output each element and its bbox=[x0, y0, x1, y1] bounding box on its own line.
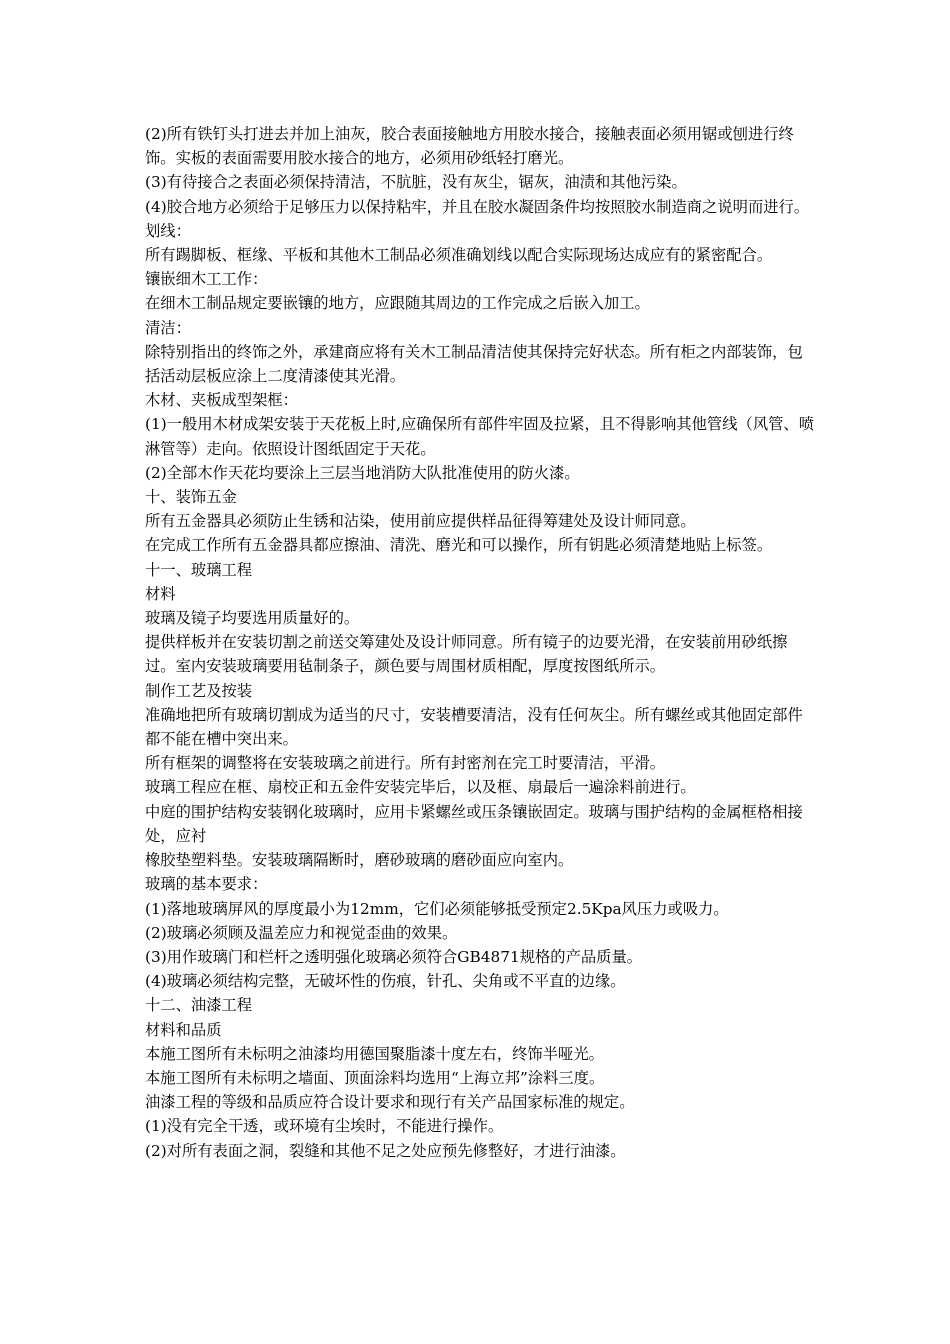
paragraph: 在细木工制品规定要嵌镶的地方，应跟随其周边的工作完成之后嵌入加工。 bbox=[145, 294, 650, 313]
section-heading: 玻璃的基本要求： bbox=[145, 875, 268, 894]
section-heading: 清洁： bbox=[145, 318, 191, 337]
chapter-heading: 十一、玻璃工程 bbox=[145, 560, 253, 579]
paragraph: 中庭的围护结构安装钢化玻璃时，应用卡紧螺丝或压条镶嵌固定。玻璃与围护结构的金属框格相接处，应衬 bbox=[145, 802, 803, 845]
paragraph: (2)玻璃必须顾及温差应力和视觉歪曲的效果。 bbox=[145, 923, 458, 942]
chapter-heading: 十二、油漆工程 bbox=[145, 996, 253, 1015]
paragraph: (2)全部木作天花均要涂上三层当地消防大队批准使用的防火漆。 bbox=[145, 463, 580, 482]
paragraph: (1)没有完全干透，或环境有尘埃时，不能进行操作。 bbox=[145, 1117, 504, 1136]
section-heading: 材料和品质 bbox=[145, 1020, 222, 1039]
paragraph: (2)对所有表面之洞，裂缝和其他不足之处应预先修整好，才进行油漆。 bbox=[145, 1141, 626, 1160]
section-heading: 木材、夹板成型架框： bbox=[145, 391, 298, 410]
paragraph: (2)所有铁钉头打进去并加上油灰，胶合表面接触地方用胶水接合，接触表面必须用锯或刨进行终饰。实板的表面需要用胶水接合的地方，必须用砂纸轻打磨光。 bbox=[145, 125, 794, 168]
paragraph: (1)一般用木材成架安装于天花板上时,应确保所有部件牢固及拉紧，且不得影响其他管线（风管、喷淋管等）走向。依照设计图纸固定于天花。 bbox=[145, 415, 815, 458]
paragraph: 所有踢脚板、框缘、平板和其他木工制品必须准确划线以配合实际现场达成应有的紧密配合。 bbox=[145, 246, 773, 265]
paragraph: 除特别指出的终饰之外，承建商应将有关木工制品清洁使其保持完好状态。所有柜之内部装饰，包括活动层板应涂上二度清漆使其光滑。 bbox=[145, 342, 803, 386]
paragraph: 所有框架的调整将在安装玻璃之前进行。所有封密剂在完工时要清洁，平滑。 bbox=[145, 754, 666, 773]
paragraph: (3)用作玻璃门和栏杆之透明强化玻璃必须符合GB4871规格的产品质量。 bbox=[145, 947, 643, 966]
paragraph: 橡胶垫塑料垫。安装玻璃隔断时，磨砂玻璃的磨砂面应向室内。 bbox=[145, 851, 574, 870]
paragraph: 本施工图所有未标明之墙面、顶面涂料均选用“上海立邦”涂料三度。 bbox=[145, 1068, 605, 1087]
paragraph: (4)玻璃必须结构完整，无破坏性的伤痕，针孔、尖角或不平直的边缘。 bbox=[145, 972, 626, 991]
chapter-heading: 十、装饰五金 bbox=[145, 488, 237, 507]
section-heading: 制作工艺及按装 bbox=[145, 681, 253, 700]
paragraph: 玻璃工程应在框、扇校正和五金件安装完毕后，以及框、扇最后一遍涂料前进行。 bbox=[145, 778, 696, 797]
paragraph: 玻璃及镜子均要选用质量好的。 bbox=[145, 609, 360, 628]
paragraph: 准确地把所有玻璃切割成为适当的尺寸，安装槽要清洁，没有任何灰尘。所有螺丝或其他固定部件都不能在槽中突出来。 bbox=[145, 705, 803, 749]
document-body bbox=[145, 122, 815, 1163]
section-heading: 材料 bbox=[145, 584, 176, 603]
section-heading: 划线： bbox=[145, 221, 191, 240]
paragraph: 提供样板并在安装切割之前送交筹建处及设计师同意。所有镜子的边要光滑，在安装前用砂纸擦过。室内安装玻璃要用毡制条子，颜色要与周围材质相配，厚度按图纸所示。 bbox=[145, 633, 788, 676]
paragraph: (1)落地玻璃屏风的厚度最小为12mm，它们必须能够抵受预定2.5Kpa风压力或吸力。 bbox=[145, 899, 729, 918]
paragraph: 本施工图所有未标明之油漆均用德国聚脂漆十度左右，终饰半哑光。 bbox=[145, 1044, 604, 1063]
paragraph: (4)胶合地方必须给于足够压力以保持粘牢，并且在胶水凝固条件均按照胶水制造商之说明而进行。 bbox=[145, 197, 810, 216]
paragraph: 油漆工程的等级和品质应符合设计要求和现行有关产品国家标准的规定。 bbox=[145, 1093, 635, 1112]
paragraph: (3)有待接合之表面必须保持清洁，不肮脏，没有灰尘，锯灰，油渍和其他污染。 bbox=[145, 173, 687, 192]
paragraph: 在完成工作所有五金器具都应擦油、清洗、磨光和可以操作，所有钥匙必须清楚地贴上标签。 bbox=[145, 536, 773, 555]
section-heading: 镶嵌细木工工作： bbox=[145, 270, 268, 289]
paragraph: 所有五金器具必须防止生锈和沾染，使用前应提供样品征得筹建处及设计师同意。 bbox=[145, 512, 696, 531]
